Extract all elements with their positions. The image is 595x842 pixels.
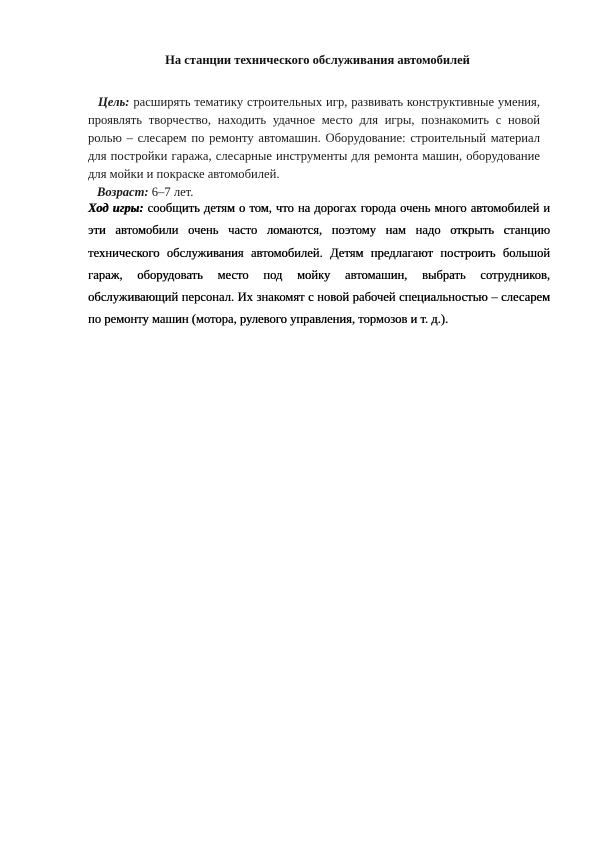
game-course-paragraph [88,197,550,331]
game-course-label: Ход игры: [88,201,144,215]
age-text: 6–7 лет. [148,185,194,199]
goal-paragraph [88,93,540,183]
game-course-text: сообщить детям о том, что на дорогах города очень много автомобилей и эти автомобили очень часто ломаются, поэтому нам надо открыть станцию технического обслуживания автомобилей. Детям предлагают построить большой гараж, оборудовать место под мойку автомашин, выбрать сотрудников, обслуживающий персонал. Их знакомят с новой рабочей специальностью – слесарем по ремонту машин (мотора, рулевого управления, тормозов и т. д.). [88,201,550,327]
goal-text: расширять тематику строительных игр, развивать конструктивные умения, проявлять творчество, находить удачное место для игры, познакомить с новой ролью – слесарем по ремонту автомашин. Оборудование: строительный материал для постройки гаража, слесарные инструменты для ремонта машин, оборудование для мойки и покраске автомобилей. [88,95,540,181]
age-label: Возраст: [97,185,149,199]
goal-label: Цель: [98,95,130,109]
document-title: На станции технического обслуживания автомобилей [165,53,470,67]
